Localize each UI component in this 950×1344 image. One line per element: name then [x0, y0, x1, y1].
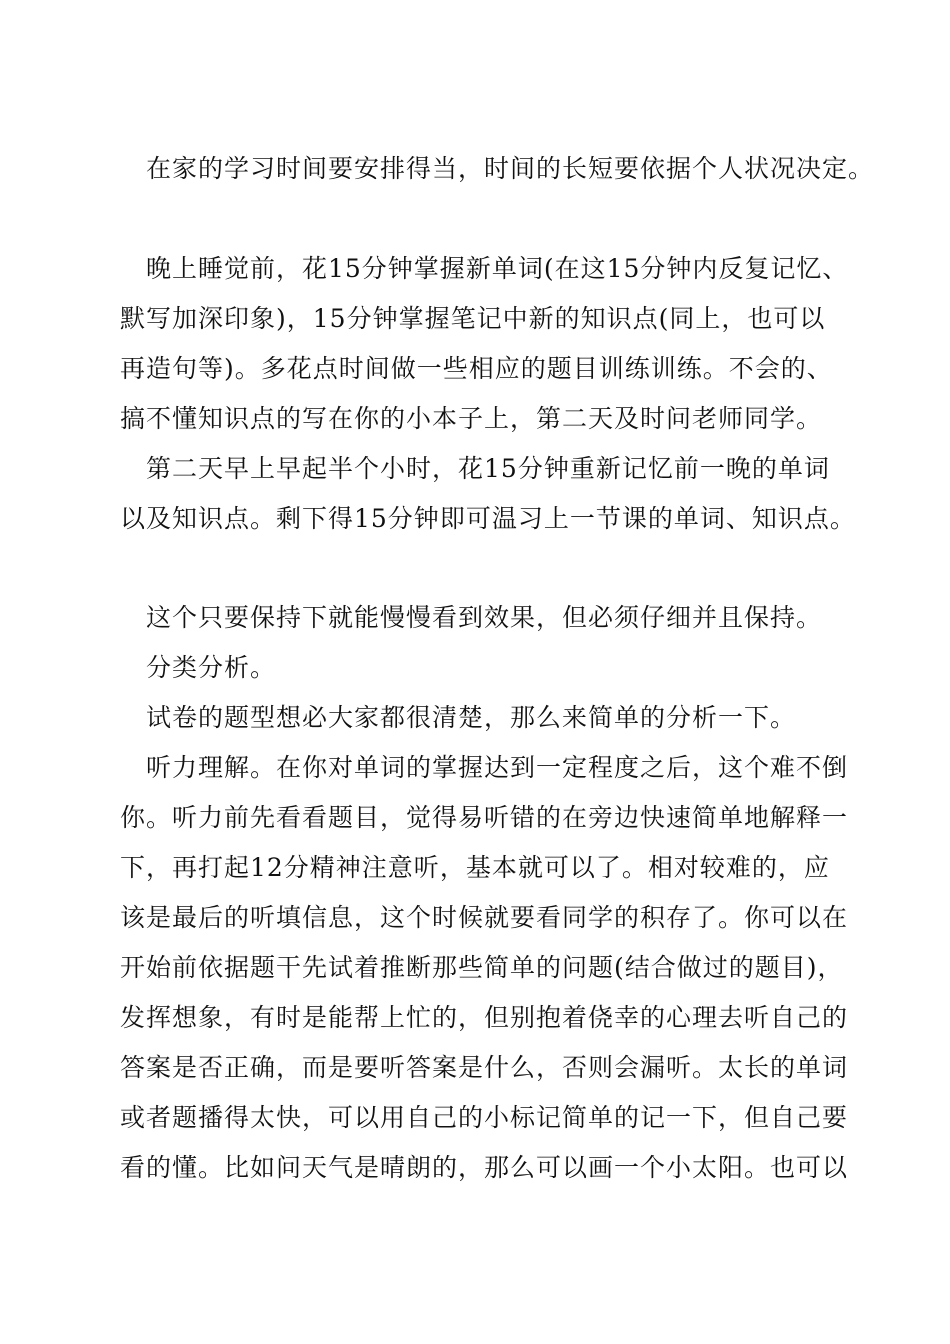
text-line: 在家的学习时间要安排得当，时间的长短要依据个人状况决定。	[146, 154, 875, 183]
text-line: 听力理解。在你对单词的掌握达到一定程度之后，这个难不倒	[146, 753, 849, 782]
text-line: 搞不懂知识点的写在你的小本子上，第二天及时问老师同学。	[120, 404, 823, 433]
text-line: 第二天早上早起半个小时，花15分钟重新记忆前一晚的单词	[146, 454, 830, 483]
text-line: 开始前依据题干先试着推断那些简单的问题(结合做过的题目)，	[120, 953, 844, 982]
text-line: 该是最后的听填信息，这个时候就要看同学的积存了。你可以在	[120, 903, 849, 932]
text-line: 以及知识点。剩下得15分钟即可温习上一节课的单词、知识点。	[120, 504, 856, 533]
text-line: 默写加深印象)，15分钟掌握笔记中新的知识点(同上，也可以	[120, 304, 826, 333]
text-line: 晚上睡觉前，花15分钟掌握新单词(在这15分钟内反复记忆、	[146, 254, 849, 283]
text-line: 试卷的题型想必大家都很清楚，那么来简单的分析一下。	[146, 703, 797, 732]
text-line: 分类分析。	[146, 653, 277, 682]
text-line: 或者题播得太快，可以用自己的小标记简单的记一下，但自己要	[120, 1103, 849, 1132]
text-line: 这个只要保持下就能慢慢看到效果，但必须仔细并且保持。	[146, 603, 823, 632]
text-line: 再造句等)。多花点时间做一些相应的题目训练训练。不会的、	[120, 354, 833, 383]
text-line: 你。听力前先看看题目，觉得易听错的在旁边快速简单地解释一	[120, 803, 849, 832]
text-line: 看的懂。比如问天气是晴朗的，那么可以画一个小太阳。也可以	[120, 1153, 849, 1182]
text-line: 发挥想象，有时是能帮上忙的，但别抱着侥幸的心理去听自己的	[120, 1003, 849, 1032]
text-line: 答案是否正确，而是要听答案是什么，否则会漏听。太长的单词	[120, 1053, 849, 1082]
text-line: 下，再打起12分精神注意听，基本就可以了。相对较难的，应	[120, 853, 830, 882]
